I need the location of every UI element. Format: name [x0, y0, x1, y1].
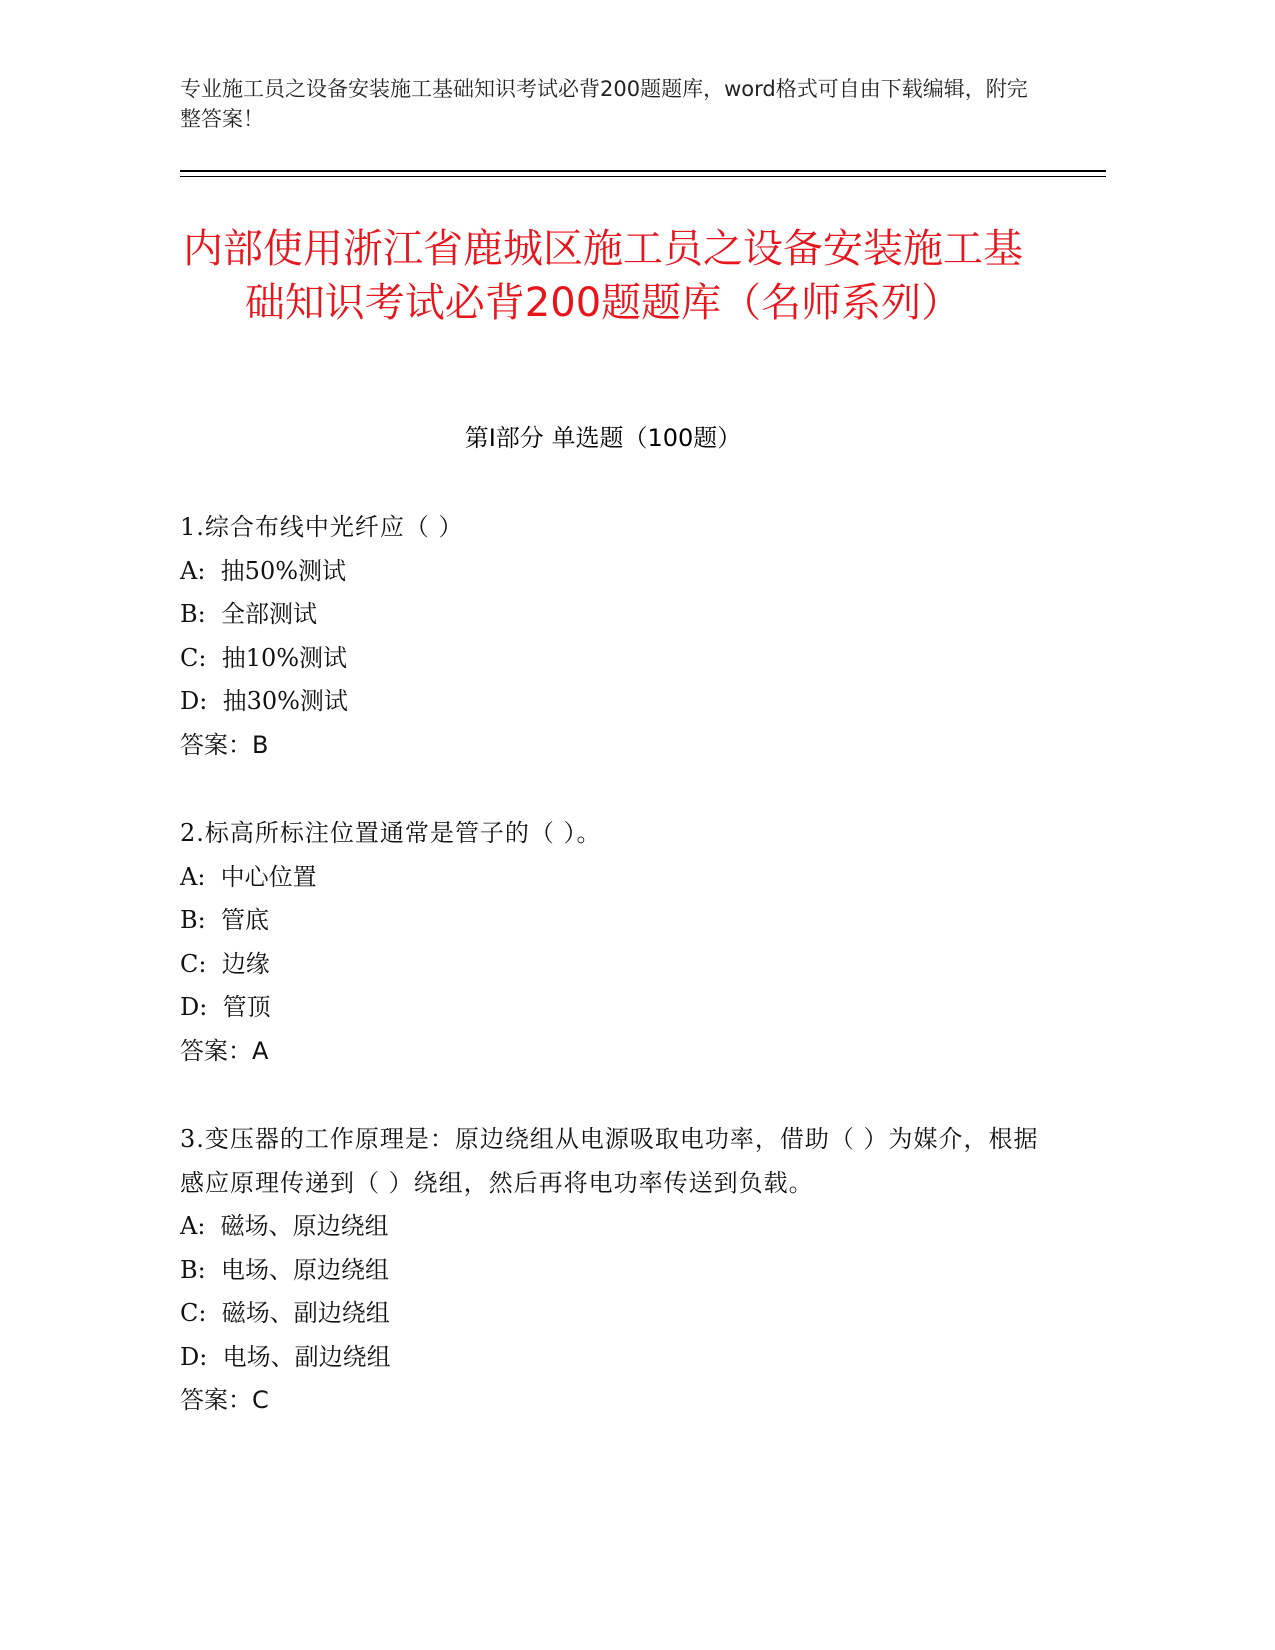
section-heading: 第Ⅰ部分 单选题（100题） — [464, 424, 742, 452]
option-c: C: 抽10%测试 — [180, 643, 348, 672]
header-divider-thick — [180, 170, 1106, 172]
question-stem: 1.综合布线中光纤应（ ） — [180, 513, 464, 541]
answer-line: 答案：B — [180, 730, 269, 759]
option-a: A: 磁场、原边绕组 — [180, 1212, 389, 1240]
answer-line: 答案：A — [180, 1036, 269, 1065]
option-b: B: 全部测试 — [180, 600, 317, 628]
question-1 — [180, 506, 1040, 767]
question-stem: 2.标高所标注位置通常是管子的（ ）。 — [180, 819, 602, 847]
option-d: D: 抽30%测试 — [180, 687, 348, 715]
question-stem: 3.变压器的工作原理是：原边绕组从电源吸取电功率，借助（ ）为媒介，根据感应原理传递到（ ）绕组，然后再将电功率传送到负载。 — [180, 1125, 1039, 1197]
option-a: A: 抽50%测试 — [180, 556, 347, 585]
question-list — [180, 506, 1040, 1468]
question-3 — [180, 1118, 1040, 1423]
option-b: B: 电场、原边绕组 — [180, 1255, 389, 1284]
option-d: D: 电场、副边绕组 — [180, 1342, 391, 1371]
answer-line: 答案：C — [180, 1386, 269, 1414]
option-d: D: 管顶 — [180, 993, 271, 1021]
option-b: B: 管底 — [180, 906, 269, 934]
header-note: 专业施工员之设备安装施工基础知识考试必背200题题库，word格式可自由下载编辑，附完整答案！ — [180, 77, 1028, 131]
document-title: 内部使用浙江省鹿城区施工员之设备安装施工基础知识考试必背200题题库（名师系列） — [183, 226, 1023, 326]
question-2 — [180, 812, 1040, 1073]
option-a: A: 中心位置 — [180, 862, 317, 891]
header-divider-thin — [180, 176, 1106, 177]
option-c: C: 边缘 — [180, 949, 270, 978]
option-c: C: 磁场、副边绕组 — [180, 1299, 390, 1327]
